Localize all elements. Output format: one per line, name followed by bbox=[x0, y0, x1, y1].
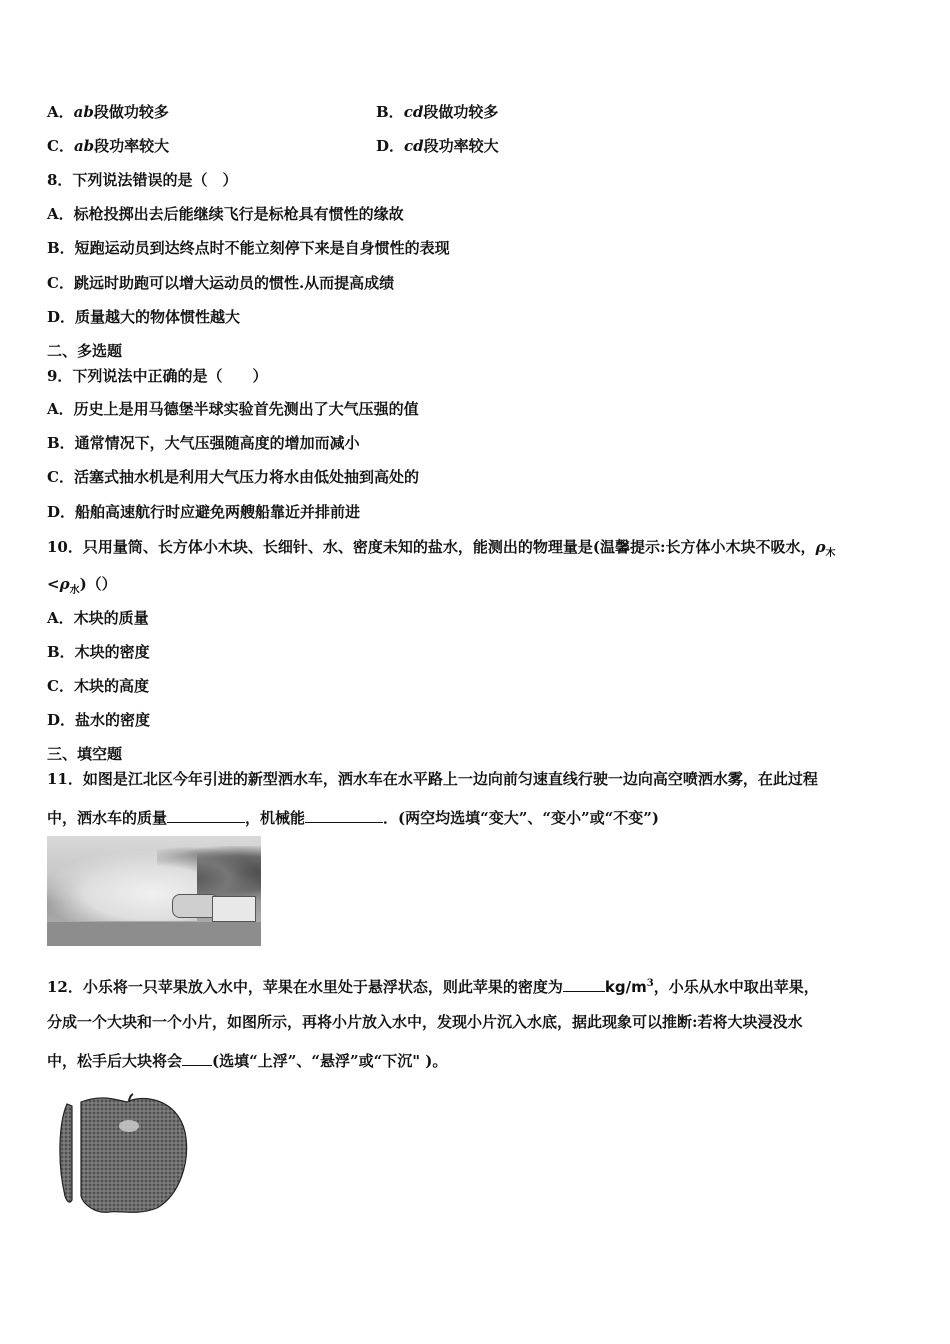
apple-photo bbox=[57, 1092, 189, 1216]
q11-blank-energy bbox=[305, 806, 383, 823]
q9-option-b: B．通常情况下，大气压强随高度的增加而减小 bbox=[47, 434, 360, 452]
q12-blank-density bbox=[563, 975, 605, 992]
q9-option-a: A．历史上是用马德堡半球实验首先测出了大气压强的值 bbox=[47, 400, 419, 418]
q7-option-c: C．ab段功率较大 bbox=[47, 137, 170, 155]
q8-option-b: B．短跑运动员到达终点时不能立刻停下来是自身惯性的表现 bbox=[47, 239, 450, 257]
q11-stem-line2: 中，洒水车的质量 ，机械能 ．(两空均选填“变大”、“变小”或“不变”) bbox=[47, 806, 659, 828]
q12-stem-line1: 12．小乐将一只苹果放入水中，苹果在水里处于悬浮状态，则此苹果的密度为 $kg/m^3$，小乐从水中取出苹果， bbox=[47, 974, 819, 997]
q10-option-b: B．木块的密度 bbox=[47, 643, 150, 661]
section-heading-fill-blank: 三、填空题 bbox=[47, 745, 123, 763]
q9-option-c: C．活塞式抽水机是利用大气压力将水由低处抽到高处的 bbox=[47, 468, 419, 486]
q11-stem-line1: 11．如图是江北区今年引进的新型洒水车，洒水车在水平路上一边向前匀速直线行驶一边向高空喷洒水雾，在此过程 bbox=[47, 770, 818, 788]
q8-option-c: C．跳远时助跑可以增大运动员的惯性.从而提高成绩 bbox=[47, 274, 395, 292]
q8-option-d: D．质量越大的物体惯性越大 bbox=[47, 308, 241, 326]
q8-stem: 8．下列说法错误的是（ ） bbox=[47, 171, 238, 189]
q7-option-a: A．ab段做功较多 bbox=[47, 103, 169, 121]
apple-large-block bbox=[81, 1098, 187, 1212]
apple-small-slice bbox=[60, 1104, 72, 1202]
q9-option-d: D．船舶高速航行时应避免两艘船靠近并排前进 bbox=[47, 503, 361, 521]
q12-stem-line3: 中，松手后大块将会 (选填“上浮”、“悬浮”或“下沉" )。 bbox=[47, 1049, 447, 1071]
q12-stem-line2: 分成一个大块和一个小片，如图所示，再将小片放入水中，发现小片沉入水底，据此现象可以推断:若将大块浸没水 bbox=[47, 1013, 803, 1031]
q10-option-c: C．木块的高度 bbox=[47, 677, 149, 695]
q10-option-d: D．盐水的密度 bbox=[47, 711, 151, 729]
q9-stem: 9．下列说法中正确的是（ ） bbox=[47, 367, 268, 385]
q7-option-d: D．cd段功率较大 bbox=[376, 137, 499, 155]
q12-blank-state bbox=[182, 1049, 212, 1066]
q10-stem-line2: $<\rho_水)()$ bbox=[47, 575, 117, 596]
sprinkler-truck-photo bbox=[47, 836, 261, 946]
q10-stem-line1: 10．只用量筒、长方体小木块、长细针、水、密度未知的盐水，能测出的物理量是(温馨提示:长方体小木块不吸水，$\rho_木$ bbox=[47, 538, 836, 559]
section-heading-multi-choice: 二、多选题 bbox=[47, 342, 123, 360]
q7-option-b: B．cd段做功较多 bbox=[376, 103, 499, 121]
q10-option-a: A．木块的质量 bbox=[47, 609, 149, 627]
q11-blank-mass bbox=[167, 806, 245, 823]
q8-option-a: A．标枪投掷出去后能继续飞行是标枪具有惯性的缘故 bbox=[47, 205, 404, 223]
